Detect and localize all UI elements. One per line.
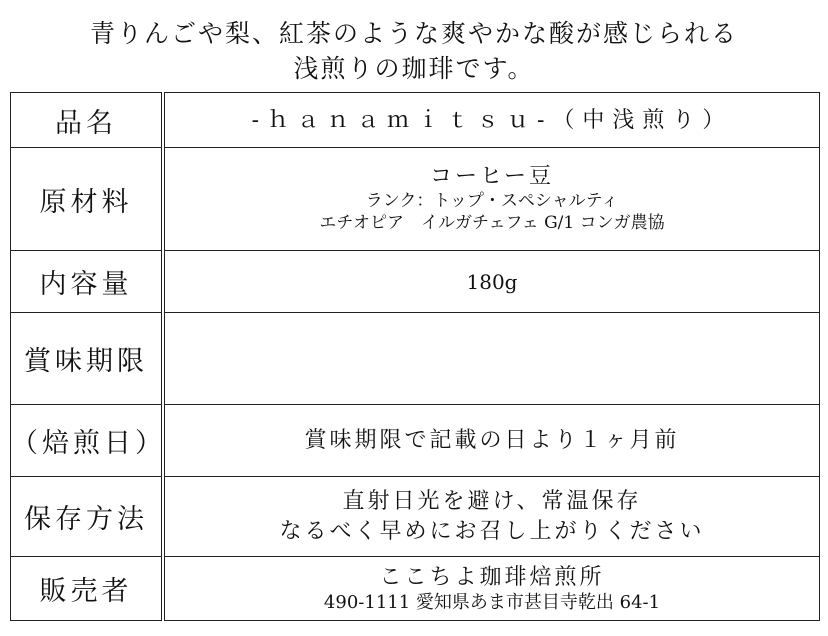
seller-name: ここちよ珈琲焙煎所 bbox=[379, 564, 605, 590]
product-name-text: -ｈａｎａｍｉｔｓｕ-（中浅煎り） bbox=[251, 107, 733, 133]
ingredients-value bbox=[163, 148, 820, 251]
expiry-value bbox=[163, 313, 820, 405]
seller-address: 490-1111 愛知県あま市甚目寺乾出 64-1 bbox=[323, 591, 661, 613]
product-label-table bbox=[10, 92, 820, 621]
roast-date-text: 賞味期限で記載の日より１ヶ月前 bbox=[304, 427, 680, 453]
ingredients-line-3: エチオピア イルガチェフェ G/1 コンガ農協 bbox=[319, 213, 665, 233]
row-expiry bbox=[11, 313, 820, 405]
row-ingredients bbox=[11, 148, 820, 251]
row-product-name bbox=[11, 93, 820, 148]
product-name-label: 品名 bbox=[11, 93, 164, 148]
content-label: 内容量 bbox=[11, 251, 164, 313]
storage-line-1: 直射日光を避け、常温保存 bbox=[342, 488, 642, 514]
expiry-label: 賞味期限 bbox=[11, 313, 164, 405]
row-seller bbox=[11, 557, 820, 621]
seller-value bbox=[163, 557, 820, 621]
seller-label: 販売者 bbox=[11, 557, 164, 621]
description-line-2: 浅煎りの珈琲です。 bbox=[293, 54, 535, 83]
product-description bbox=[0, 16, 828, 86]
description-line-1: 青りんごや梨、紅茶のような爽やかな酸が感じられる bbox=[89, 19, 738, 48]
storage-label: 保存方法 bbox=[11, 477, 164, 557]
row-content bbox=[11, 251, 820, 313]
row-storage bbox=[11, 477, 820, 557]
roast-date-value bbox=[163, 405, 820, 477]
content-value: 180g bbox=[163, 251, 820, 313]
row-roast-date bbox=[11, 405, 820, 477]
product-name-value bbox=[163, 93, 820, 148]
ingredients-line-2: ランク：トップ・スペシャルティ bbox=[365, 191, 619, 211]
ingredients-label: 原材料 bbox=[11, 148, 164, 251]
ingredients-line-1: コーヒー豆 bbox=[429, 164, 555, 189]
roast-date-label: （焙煎日） bbox=[11, 405, 164, 477]
storage-value bbox=[163, 477, 820, 557]
storage-line-2: なるべく早めにお召し上がりください bbox=[279, 518, 705, 544]
